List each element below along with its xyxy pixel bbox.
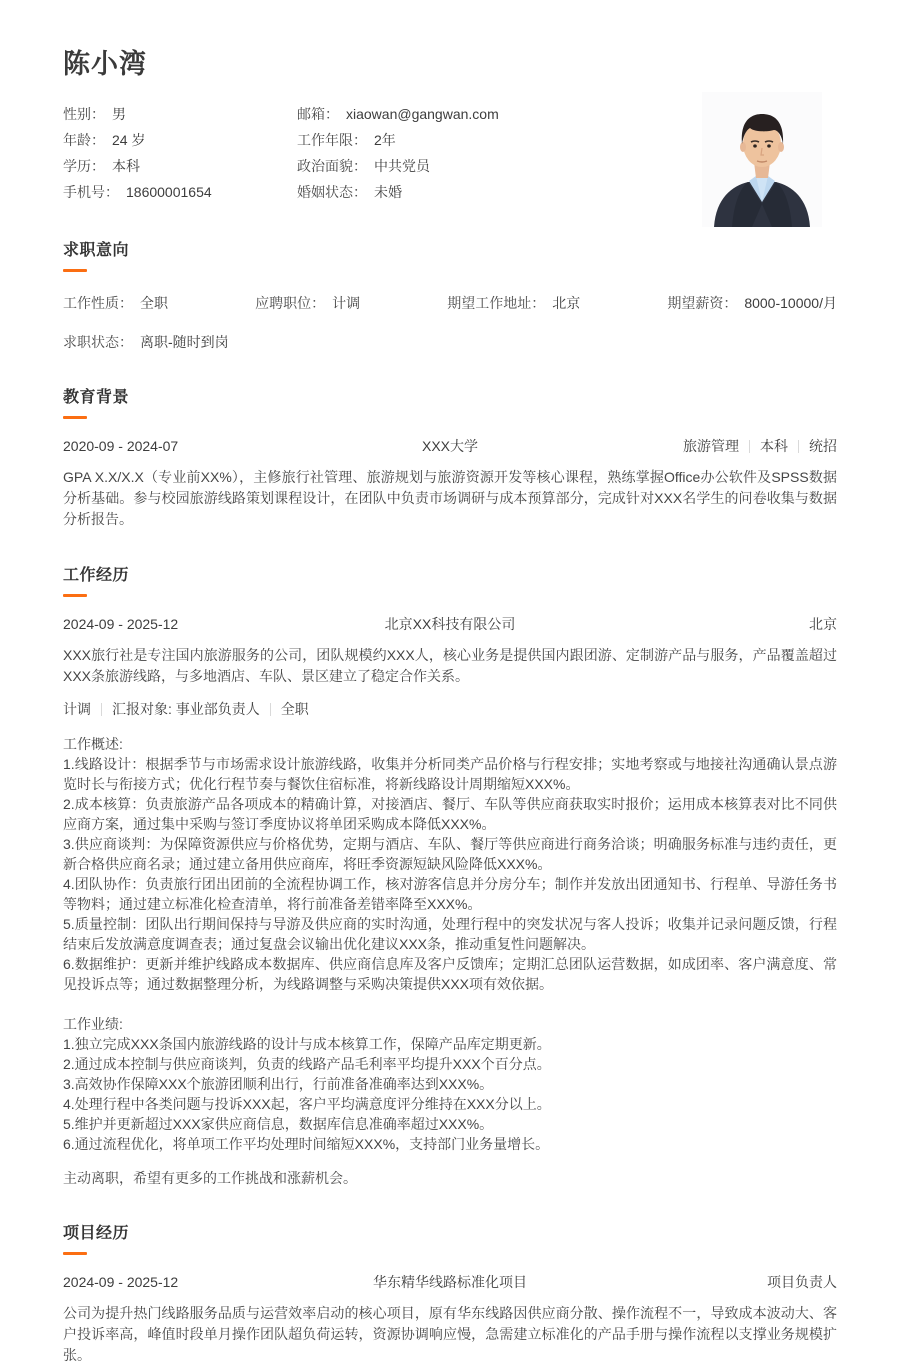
basic-info-left-column [63,101,297,205]
section-job-intent [63,237,837,352]
info-label: 婚姻状态： [297,184,367,200]
education-major: 旅游管理 [683,438,739,454]
accent-bar [63,1252,87,1255]
work-achievement-item: 5.维护并更新超过XXX家供应商信息，数据库信息准确率超过XXX%。 [63,1116,494,1132]
profile-photo [702,92,822,227]
field-job-type: 工作性质： 全职 [63,295,168,311]
work-position: 计调 [63,701,91,717]
work-company: 北京XX科技有限公司 [384,616,516,632]
education-degree: 本科 [760,438,788,454]
work-overview-item: 5.质量控制：团队出行期间保持与导游及供应商的实时沟通，处理行程中的突发状况与客人投诉；收集并记录问题反馈，行程结束后发放满意度调查表；通过复盘会议输出优化建议XXX条，推动重复性问题解决。 [63,916,837,952]
info-value: 2年 [374,132,396,148]
accent-bar [63,594,87,597]
section-title-project: 项目经历 [63,1225,130,1242]
info-label: 邮箱： [297,106,339,122]
work-entry-row [63,614,837,634]
education-description: GPA X.X/X.X（专业前XX%），主修旅行社管理、旅游规划与旅游资源开发等核心课程，熟练掌握Office办公软件及SPSS数据分析基础。参与校园旅游线路策划课程设计，在团队中负责市场调研与成本预算部分，完成针对XXX名学生的问卷收集与数据分析报告。 [63,469,837,527]
job-intent-fields-row [63,293,837,313]
field-job-status: 求职状态： 离职-随时到岗 [63,334,229,350]
work-overview-item: 6.数据维护：更新并维护线路成本数据库、供应商信息库及客户反馈库；定期汇总团队运营数据，如成团率、客户满意度、常见投诉点等；通过数据整理分析，为线路调整与采购决策提供XXX项有效依据。 [63,956,837,992]
work-achievements-title: 工作业绩: [63,1016,123,1032]
work-achievement-item: 2.通过成本控制与供应商谈判，负责的线路产品毛利率平均提升XXX个百分点。 [63,1056,551,1072]
info-label: 工作年限： [297,132,367,148]
project-period: 2024-09 - 2025-12 [63,1274,179,1290]
work-leave-reason: 主动离职，希望有更多的工作挑战和涨薪机会。 [63,1170,357,1186]
info-value: 18600001654 [126,184,212,200]
info-label: 学历： [63,158,105,174]
project-description: 公司为提升热门线路服务品质与运营效率启动的核心项目，原有华东线路因供应商分散、操作流程不一，导致成本波动大、客户投诉率高，峰值时段单月操作团队超负荷运转，资源协调响应慢，急需建立标准化的产品手册与操作流程以支撑业务规模扩张。 [63,1305,837,1363]
candidate-name: 陈小湾 [63,49,147,79]
work-overview-title: 工作概述: [63,736,123,752]
education-meta [478,436,837,456]
info-row-marital-status [297,179,717,205]
info-row-political-status [297,153,717,179]
work-company-intro: XXX旅行社是专注国内旅游服务的公司，团队规模约XXX人，核心业务是提供国内跟团游、定制游产品与服务，产品覆盖超过XXX条旅游线路，与多地酒店、车队、景区建立了稳定合作关系。 [63,647,837,684]
field-target-position: 应聘职位： 计调 [255,295,361,311]
work-achievements-block [63,1014,837,1154]
work-employment-type: 全职 [280,701,309,717]
section-title-education: 教育背景 [63,389,130,406]
info-label: 手机号： [63,184,119,200]
work-achievement-item: 4.处理行程中各类问题与投诉XXX起，客户平均满意度评分维持在XXX分以上。 [63,1096,551,1112]
work-overview-item: 1.线路设计：根据季节与市场需求设计旅游线路，收集并分析同类产品价格与行程安排；实地考察或与地接社沟通确认景点游览时长与衔接方式；优化行程节奏与餐饮住宿标准，将新线路设计周期缩短XXX%。 [63,756,837,792]
work-achievement-item: 3.高效协作保障XXX个旅游团顺利出行，行前准备准确率达到XXX%。 [63,1076,494,1092]
education-period: 2020-09 - 2024-07 [63,438,179,454]
separator [270,703,271,716]
basic-info-right-column [297,101,717,205]
info-label: 性别： [63,106,105,122]
section-title-work: 工作经历 [63,567,130,584]
section-work-experience [63,562,837,1188]
info-row-education [63,153,297,179]
work-report-to: 汇报对象: 事业部负责人 [112,701,260,717]
info-row-gender [63,101,297,127]
info-value: 男 [112,106,126,122]
accent-bar [63,269,87,272]
separator [798,440,799,453]
work-achievement-item: 1.独立完成XXX条国内旅游线路的设计与成本核算工作，保障产品库定期更新。 [63,1036,551,1052]
resume-page [0,42,900,1363]
info-label: 年龄： [63,132,105,148]
work-achievement-item: 6.通过流程优化，将单项工作平均处理时间缩短XXX%，支持部门业务量增长。 [63,1136,550,1152]
field-expected-salary: 期望薪资： 8000-10000/月 [667,295,837,311]
work-period: 2024-09 - 2025-12 [63,616,179,632]
project-entry-row [63,1272,837,1292]
profile-photo-illustration [702,92,822,227]
info-label: 政治面貌： [297,158,367,174]
work-location: 北京 [809,616,837,632]
field-target-location: 期望工作地址： 北京 [447,295,581,311]
section-project-experience [63,1220,837,1366]
info-value: 中共党员 [374,158,430,174]
separator [101,703,102,716]
work-overview-item: 2.成本核算：负责旅游产品各项成本的精确计算，对接酒店、餐厅、车队等供应商获取实时报价；运用成本核算表对比不同供应商方案，通过集中采购与签订季度协议将单团采购成本降低XXX%。 [63,796,837,832]
info-row-phone [63,179,297,205]
info-value: xiaowan@gangwan.com [346,106,499,122]
work-overview-item: 4.团队协作：负责旅行团出团前的全流程协调工作，核对游客信息并分房分车；制作并发放出团通知书、行程单、导游任务书等物料；通过建立标准化检查清单，将行前准备差错率降至XXX%。 [63,876,837,912]
resume-header [63,42,837,205]
info-value: 未婚 [374,184,402,200]
section-title-job-intent: 求职意向 [63,242,130,259]
separator [749,440,750,453]
education-enrollment-type: 统招 [809,438,837,454]
project-name: 华东精华线路标准化项目 [373,1274,527,1290]
info-row-email [297,101,717,127]
info-value: 本科 [112,158,140,174]
work-overview-block [63,734,837,994]
section-education [63,384,837,530]
education-entry-row [63,436,837,456]
info-value: 24 岁 [112,132,146,148]
work-position-line [63,699,837,719]
info-row-age [63,127,297,153]
project-role: 项目负责人 [767,1274,837,1290]
education-school: XXX大学 [421,438,478,454]
work-overview-item: 3.供应商谈判：为保障资源供应与价格优势，定期与酒店、车队、餐厅等供应商进行商务洽谈；明确服务标准与违约责任，更新合格供应商名录；通过建立备用供应商库，将旺季资源短缺风险降低XXX%。 [63,836,837,872]
job-intent-status-row [63,332,837,352]
accent-bar [63,416,87,419]
info-row-work-years [297,127,717,153]
